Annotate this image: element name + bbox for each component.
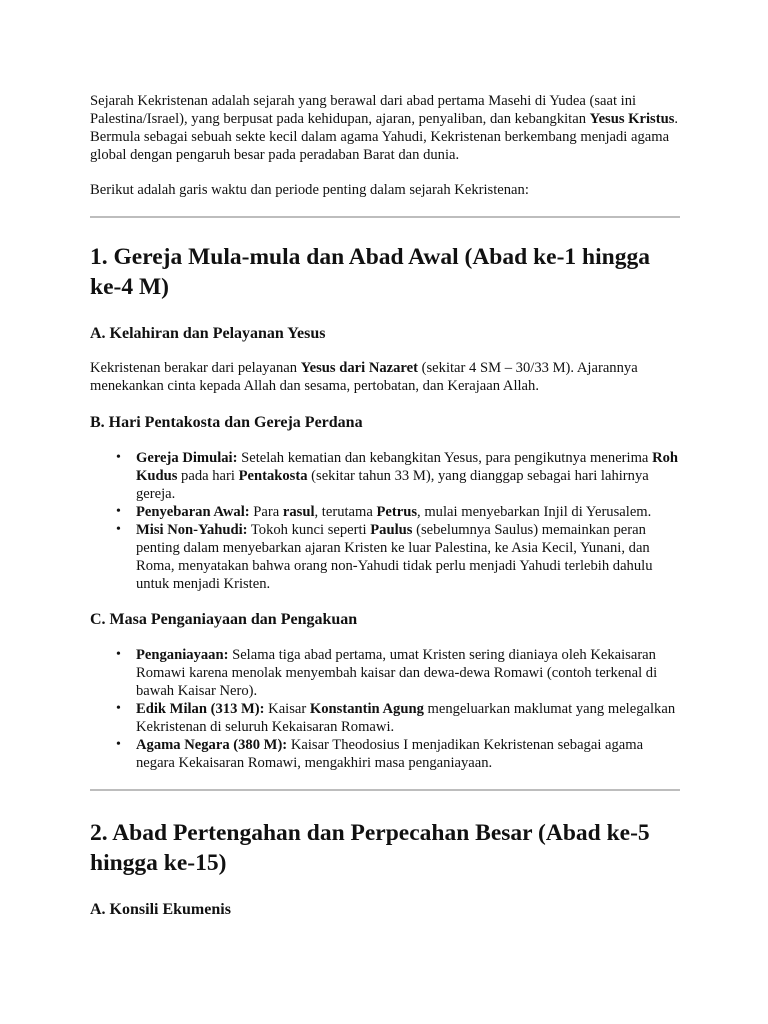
- list-item: • Penganiayaan: Selama tiga abad pertama, umat Kristen sering dianiaya oleh Kekaisaran Romawi karena menolak menyembah kaisar dan dewa-dewa Romawi (contoh terkenal di bawah Kaisar Nero).: [116, 647, 658, 699]
- bullet-icon: •: [116, 737, 121, 752]
- intro-paragraph-2: Berikut adalah garis waktu dan periode penting dalam sejarah Kekristenan:: [90, 182, 529, 198]
- horizontal-divider: [90, 216, 680, 218]
- list-item: • Penyebaran Awal: Para rasul, terutama Petrus, mulai menyebarkan Injil di Yerusalem.: [116, 504, 652, 520]
- list-item: • Gereja Dimulai: Setelah kematian dan kebangkitan Yesus, para pengikutnya menerima Roh Kudus pada hari Pentakosta (sekitar tahun 33 M), yang dianggap sebagai hari lahirnya gereja.: [116, 450, 679, 502]
- section-1c-list: [90, 646, 680, 772]
- bullet-icon: •: [116, 522, 121, 537]
- bullet-icon: •: [116, 450, 121, 465]
- bullet-icon: •: [116, 504, 121, 519]
- bold-term: Yesus dari Nazaret: [300, 360, 418, 376]
- section-1b-list: [90, 449, 680, 593]
- list-item: • Agama Negara (380 M): Kaisar Theodosius I menjadikan Kekristenan sebagai agama negara Kekaisaran Romawi, mengakhiri masa penganiayaan.: [116, 737, 644, 771]
- document-content: [90, 92, 680, 920]
- bold-term: Yesus Kristus: [589, 111, 675, 127]
- section-1-heading: 1. Gereja Mula-mula dan Abad Awal (Abad ke-1 hingga ke-4 M): [90, 244, 650, 300]
- horizontal-divider: [90, 789, 680, 791]
- list-item: • Edik Milan (313 M): Kaisar Konstantin Agung mengeluarkan maklumat yang melegalkan Kekristenan di seluruh Kekaisaran Romawi.: [116, 701, 676, 735]
- list-item: • Misi Non-Yahudi: Tokoh kunci seperti Paulus (sebelumnya Saulus) memainkan peran penting dalam menyebarkan ajaran Kristen ke luar Palestina, ke Asia Kecil, Yunani, dan Roma, menyatakan bahwa orang non-Yahudi tidak perlu menjadi Yahudi terlebih dahulu untuk menjadi Kristen.: [116, 522, 653, 592]
- section-2-heading: 2. Abad Pertengahan dan Perpecahan Besar (Abad ke-5 hingga ke-15): [90, 820, 650, 876]
- section-1a-heading: A. Kelahiran dan Pelayanan Yesus: [90, 325, 326, 342]
- section-2a-heading: A. Konsili Ekumenis: [90, 901, 231, 918]
- bullet-icon: •: [116, 647, 121, 662]
- bullet-icon: •: [116, 701, 121, 716]
- section-1c-heading: C. Masa Penganiayaan dan Pengakuan: [90, 611, 358, 628]
- section-1a-paragraph: Kekristenan berakar dari pelayanan Yesus dari Nazaret (sekitar 4 SM – 30/33 M). Ajarannya menekankan cinta kepada Allah dan sesama, pertobatan, dan Kerajaan Allah.: [90, 360, 638, 394]
- section-1b-heading: B. Hari Pentakosta dan Gereja Perdana: [90, 414, 363, 431]
- intro-paragraph-1: Sejarah Kekristenan adalah sejarah yang berawal dari abad pertama Masehi di Yudea (saat ini Palestina/Israel), yang berpusat pada kehidupan, ajaran, penyaliban, dan kebangkitan Yesus Kristus. Bermula sebagai sebuah sekte kecil dalam agama Yahudi, Kekristenan berkembang menjadi agama global dengan pengaruh besar pada peradaban Barat dan dunia.: [90, 93, 679, 163]
